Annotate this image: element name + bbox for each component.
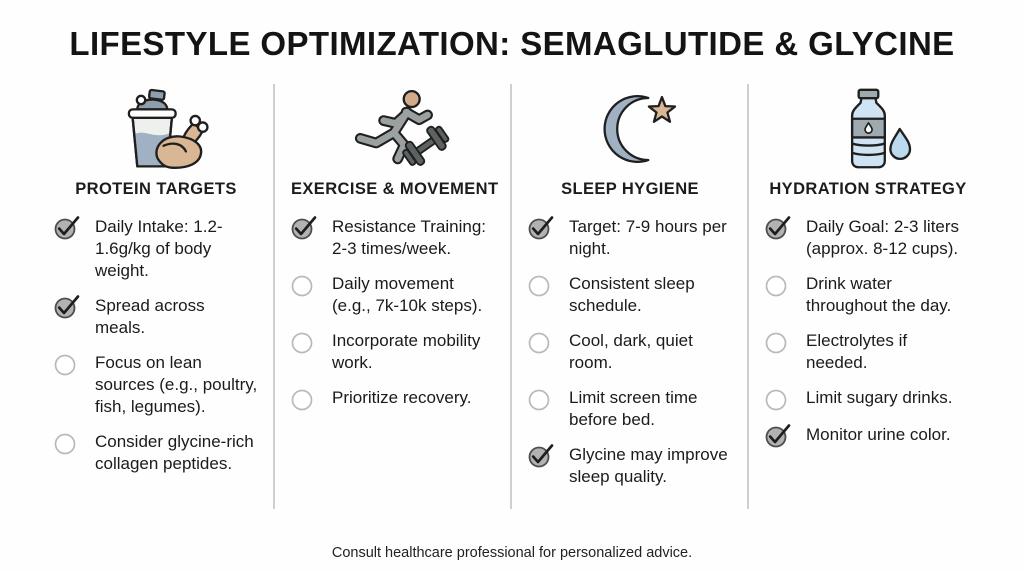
checklist-item-text: Spread across meals. xyxy=(95,296,205,337)
unchecked-circle-icon xyxy=(765,387,792,411)
checklist-item xyxy=(765,387,971,411)
unchecked-circle-icon xyxy=(765,330,792,354)
checklist-item xyxy=(528,216,732,260)
unchecked-circle-icon xyxy=(291,330,318,354)
checklist-item xyxy=(765,216,971,260)
checklist-item xyxy=(528,444,732,488)
category-column-4 xyxy=(749,84,986,509)
protein-shaker-turkey-icon xyxy=(97,86,215,172)
column-header: HYDRATION STRATEGY xyxy=(769,180,967,198)
checked-circle-icon xyxy=(765,424,792,448)
checklist-item xyxy=(765,330,971,374)
checklist-item xyxy=(291,216,495,260)
checklist-item-text: Target: 7-9 hours per night. xyxy=(569,217,727,258)
checklist-item-text: Focus on lean sources (e.g., poultry, fish, legumes). xyxy=(95,353,258,416)
checked-circle-icon xyxy=(54,216,81,240)
category-icon-slot xyxy=(765,84,971,174)
checklist-item-text: Consistent sleep schedule. xyxy=(569,274,695,315)
checklist xyxy=(54,216,258,475)
checklist-item-text: Daily Intake: 1.2-1.6g/kg of body weight. xyxy=(95,217,223,280)
checklist-item-text: Consider glycine-rich collagen peptides. xyxy=(95,432,254,473)
checklist-item xyxy=(291,387,495,411)
checklist-item xyxy=(291,330,495,374)
water-bottle-droplet-icon xyxy=(812,86,924,172)
checklist-item xyxy=(54,431,258,475)
checklist xyxy=(765,216,971,448)
unchecked-circle-icon xyxy=(528,330,555,354)
checklist-item xyxy=(291,273,495,317)
columns-row xyxy=(38,84,986,509)
unchecked-circle-icon xyxy=(291,387,318,411)
checked-circle-icon xyxy=(528,444,555,468)
column-header: EXERCISE & MOVEMENT xyxy=(291,180,499,198)
checklist-item-text: Limit sugary drinks. xyxy=(806,388,953,407)
unchecked-circle-icon xyxy=(528,273,555,297)
checklist-item-text: Electrolytes if needed. xyxy=(806,331,908,372)
footer-disclaimer: Consult healthcare professional for personalized advice. xyxy=(331,545,693,561)
checked-circle-icon xyxy=(765,216,792,240)
unchecked-circle-icon xyxy=(528,387,555,411)
category-icon-slot xyxy=(528,84,732,174)
checklist-item-text: Daily movement (e.g., 7k-10k steps). xyxy=(332,274,483,315)
checklist-item-text: Glycine may improve sleep quality. xyxy=(569,445,728,486)
runner-dumbbell-icon xyxy=(332,86,454,172)
category-icon-slot xyxy=(291,84,495,174)
unchecked-circle-icon xyxy=(54,352,81,376)
unchecked-circle-icon xyxy=(54,431,81,455)
unchecked-circle-icon xyxy=(765,273,792,297)
checklist-item xyxy=(528,330,732,374)
checklist xyxy=(291,216,495,411)
checklist-item xyxy=(528,387,732,431)
unchecked-circle-icon xyxy=(291,273,318,297)
checklist-item xyxy=(54,295,258,339)
page-title: LIFESTYLE OPTIMIZATION: SEMAGLUTIDE & GLYCINE xyxy=(69,25,955,62)
category-icon-slot xyxy=(54,84,258,174)
checklist-item-text: Prioritize recovery. xyxy=(332,388,472,407)
checklist-item-text: Daily Goal: 2-3 liters (approx. 8-12 cups). xyxy=(806,217,960,258)
checklist-item xyxy=(528,273,732,317)
checklist-item xyxy=(54,216,258,282)
moon-star-icon xyxy=(574,87,686,171)
checklist-item xyxy=(765,273,971,317)
column-header: PROTEIN TARGETS xyxy=(75,180,237,198)
checklist-item-text: Cool, dark, quiet room. xyxy=(569,331,693,372)
checked-circle-icon xyxy=(528,216,555,240)
checklist-item xyxy=(54,352,258,418)
checklist-item-text: Monitor urine color. xyxy=(806,425,951,444)
column-header: SLEEP HYGIENE xyxy=(561,180,699,198)
checked-circle-icon xyxy=(54,295,81,319)
checklist-item-text: Resistance Training: 2-3 times/week. xyxy=(332,217,487,258)
category-column-3 xyxy=(512,84,749,509)
checklist xyxy=(528,216,732,488)
checklist-item-text: Incorporate mobility work. xyxy=(332,331,481,372)
checked-circle-icon xyxy=(291,216,318,240)
checklist-item-text: Limit screen time before bed. xyxy=(569,388,698,429)
category-column-1 xyxy=(38,84,275,509)
checklist-item-text: Drink water throughout the day. xyxy=(806,274,952,315)
category-column-2 xyxy=(275,84,512,509)
checklist-item xyxy=(765,424,971,448)
